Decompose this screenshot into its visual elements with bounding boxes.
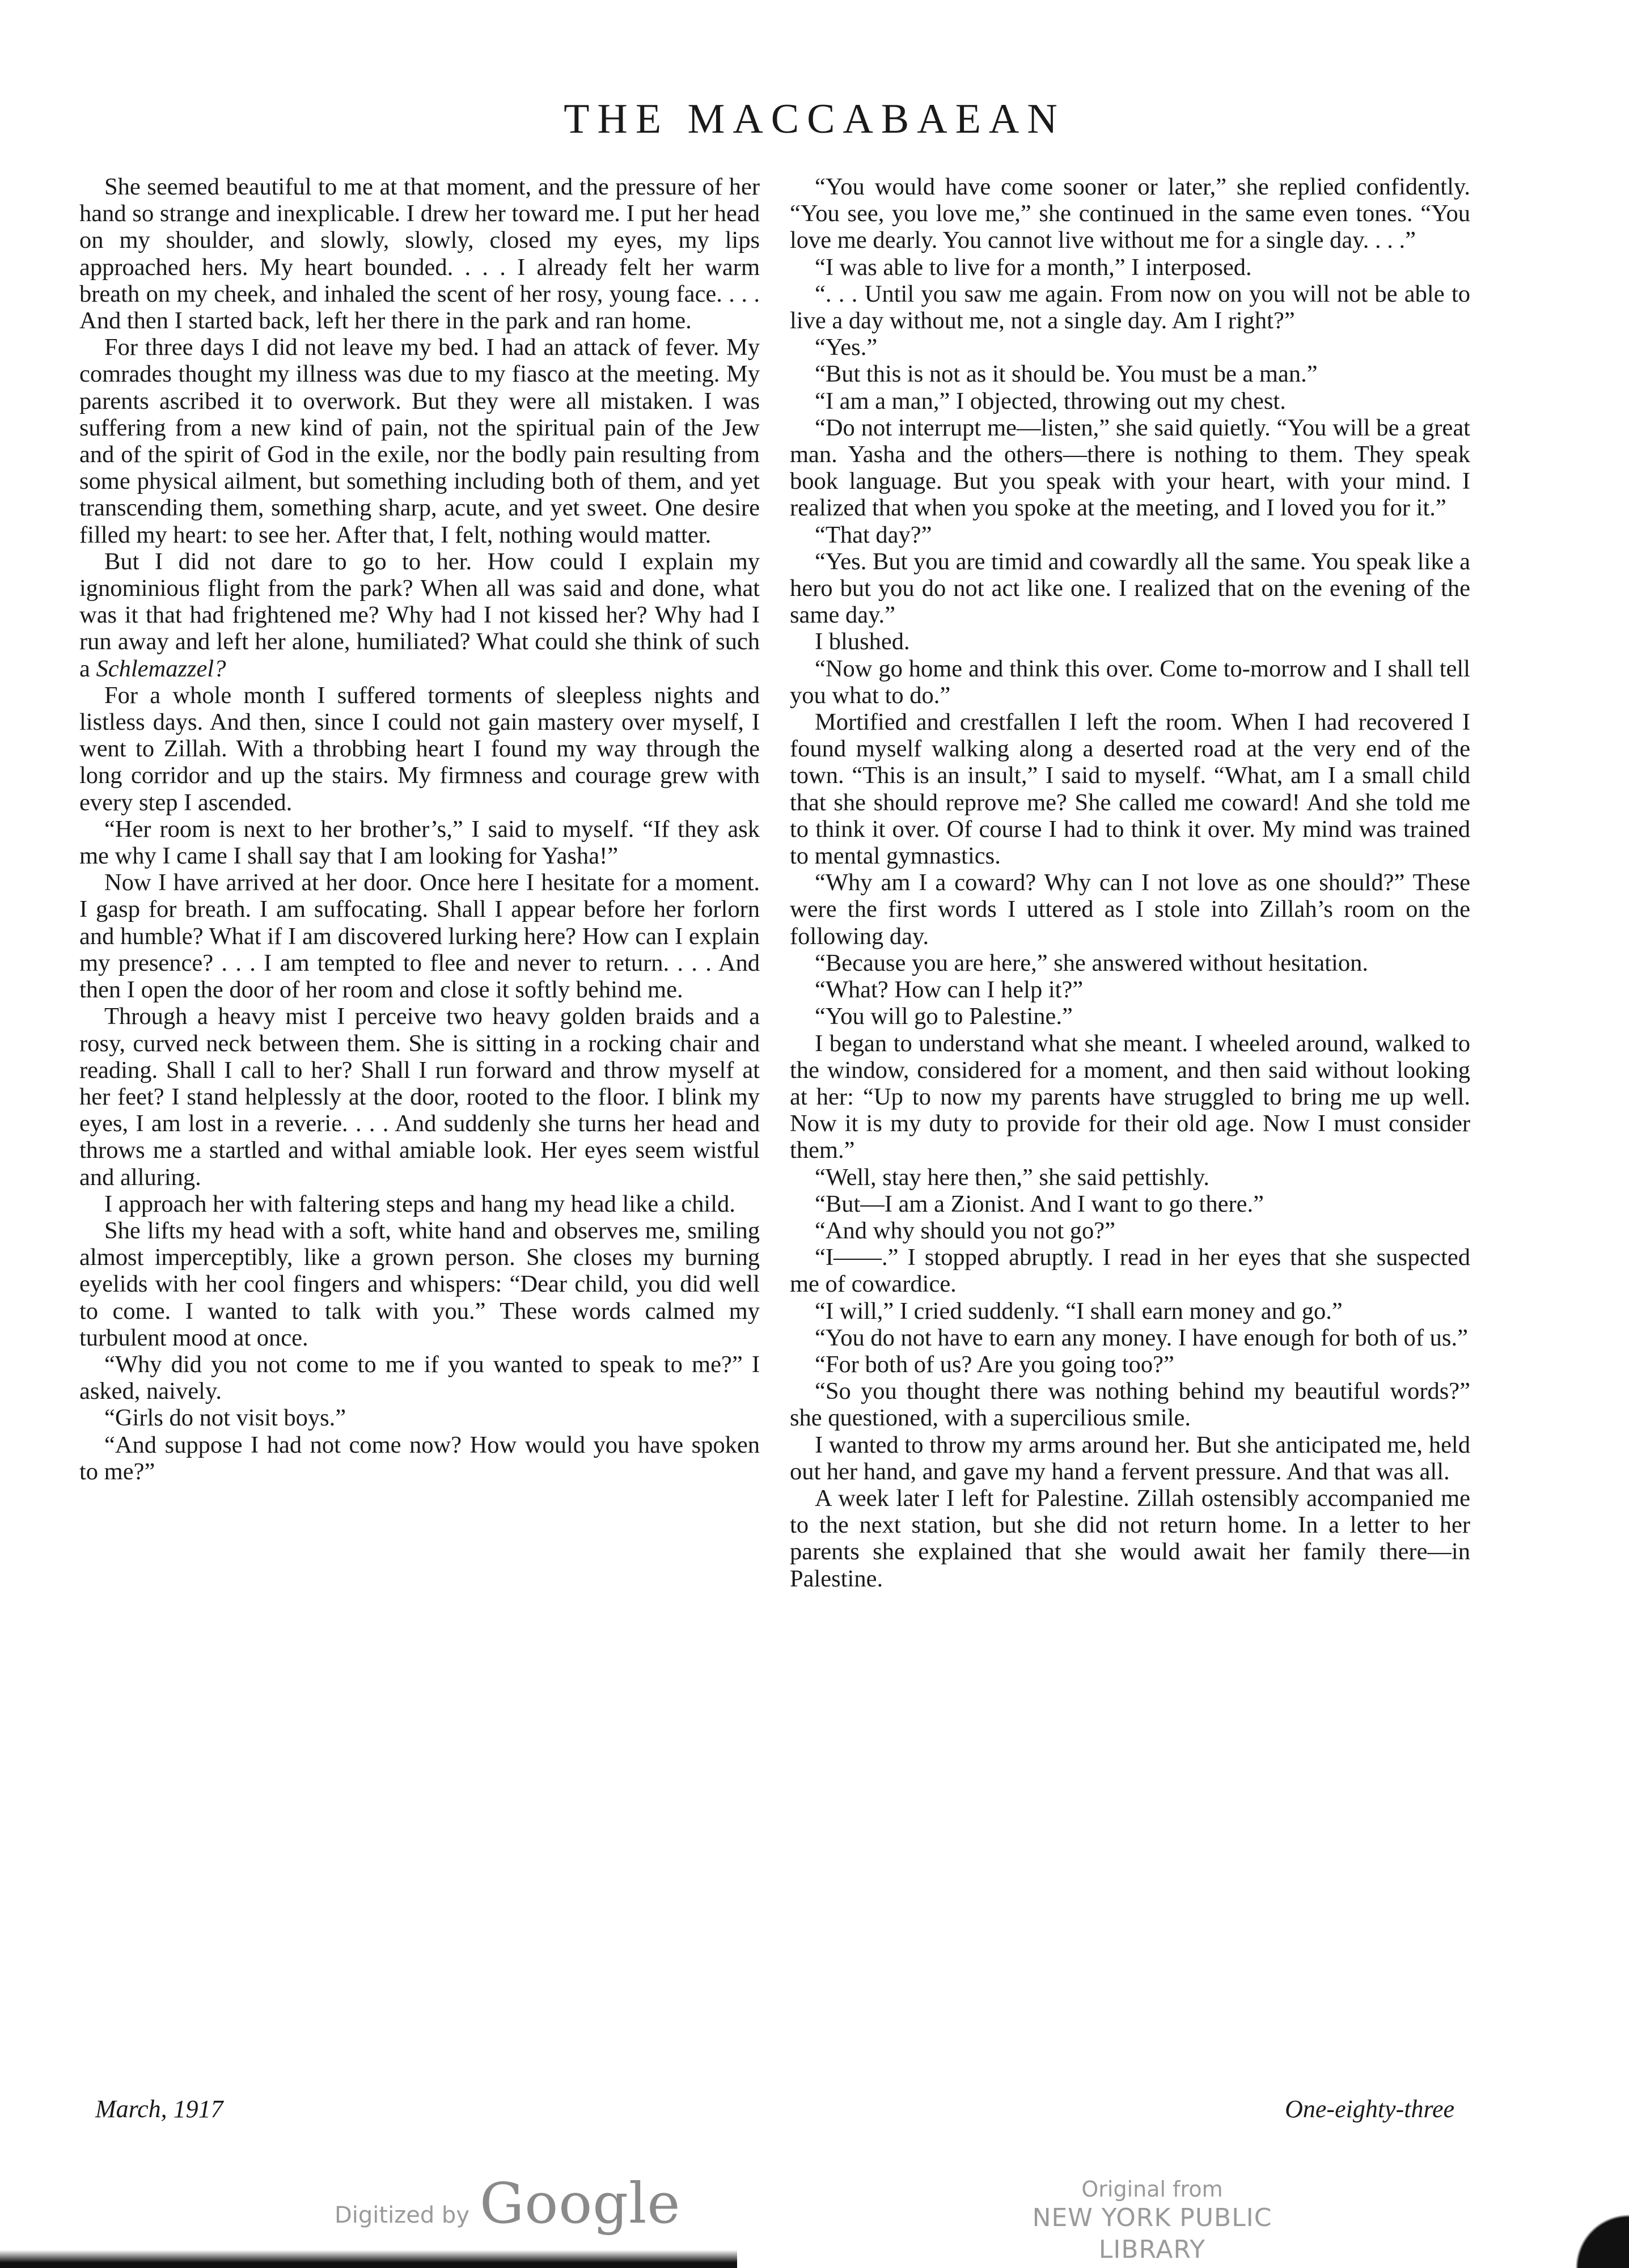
- paragraph: Through a heavy mist I perceive two heavy golden braids and a rosy, curved neck between them. She is sitting in a rocking chair and reading. Shall I call to her? Shall I run forward and throw myself at her feet? I stand helplessly at the door, rooted to the floor. I blink my eyes, I am lost in a reverie. . . . And suddenly she turns her head and throws me a startled and withal amiable look. Her eyes seem wistful and alluring.: [79, 1003, 760, 1191]
- paragraph: “Why did you not come to me if you wanted to speak to me?” I asked, naively.: [79, 1351, 760, 1405]
- paragraph: “Her room is next to her brother’s,” I said to myself. “If they ask me why I came I shall say that I am looking for Yasha!”: [79, 815, 760, 870]
- paragraph: I approach her with faltering steps and hang my head like a child.: [104, 1190, 735, 1217]
- right-column: [790, 174, 1470, 1592]
- paragraph: “For both of us? Are you going too?”: [815, 1351, 1174, 1378]
- paragraph: Now I have arrived at her door. Once here I hesitate for a moment. I gasp for breath. I am suffocating. Shall I appear before her forlorn and humble? What if I am discovered lurking here? How can I explain my presence? . . . I am tempted to flee and never to return. . . . And then I open the door of her room and close it softly behind me.: [79, 869, 760, 1004]
- paragraph: “Yes. But you are timid and cowardly all the same. You speak like a hero but you do not act like one. I realized that on the evening of the same day.”: [790, 548, 1470, 629]
- paragraph: For three days I did not leave my bed. I had an attack of fever. My comrades thought my illness was due to my fiasco at the meeting. My parents ascribed it to overwork. But they were all mistaken. I was suffering from a new kind of pain, not the spiritual pain of the Jew and of the spirit of God in the exile, nor the bodly pain resulting from some physical ailment, but something including both of them, and yet transcending them, something sharp, acute, and yet sweet. One desire filled my heart: to see her. After that, I felt, nothing would matter.: [79, 334, 760, 548]
- paragraph: “Yes.”: [815, 334, 878, 361]
- paragraph: “You do not have to earn any money. I have enough for both of us.”: [815, 1324, 1468, 1351]
- scan-edge-shadow: [0, 2250, 737, 2268]
- footer-date: March, 1917: [95, 2095, 223, 2123]
- paragraph: “Do not interrupt me—listen,” she said quietly. “You will be a great man. Yasha and the others—there is nothing to them. They speak book language. But you speak with your heart, with your mind. I realized that when you spoke at the meeting, and I loved you for it.”: [790, 414, 1470, 522]
- paragraph: [79, 548, 760, 682]
- digitized-by-watermark: [335, 2172, 680, 2236]
- google-logo: Google: [480, 2172, 681, 2236]
- library-name: NEW YORK PUBLIC LIBRARY: [1032, 2203, 1272, 2264]
- paragraph: “I was able to live for a month,” I interposed.: [815, 253, 1252, 281]
- paragraph: I began to understand what she meant. I wheeled around, walked to the window, considered for a moment, and then said without looking at her: “Up to now my parents have struggled to bring me up well. Now it is my duty to provide for their old age. Now I must consider them.”: [790, 1030, 1470, 1164]
- digitized-by-text: Digitized by: [335, 2202, 469, 2228]
- paragraph: “You will go to Palestine.”: [815, 1003, 1073, 1030]
- italic-word: Schlemazzel?: [96, 655, 226, 682]
- footer-page-number: One-eighty-three: [1285, 2095, 1454, 2123]
- paragraph: A week later I left for Palestine. Zillah ostensibly accompanied me to the next station, but she did not return home. In a letter to her parents she explained that she would await her family there—in Palestine.: [790, 1484, 1470, 1592]
- paragraph: “You would have come sooner or later,” she replied confidently. “You see, you love me,” she continued in the same even tones. “You love me dearly. You cannot live without me for a single day. . . .”: [790, 174, 1470, 254]
- paragraph: “But this is not as it should be. You must be a man.”: [815, 361, 1318, 388]
- paragraph: “So you thought there was nothing behind my beautiful words?” she questioned, with a supercilious smile.: [790, 1378, 1470, 1432]
- paragraph: “. . . Until you saw me again. From now on you will not be able to live a day without me, not a single day. Am I right?”: [790, 280, 1470, 335]
- paragraph: “But—I am a Zionist. And I want to go there.”: [815, 1190, 1264, 1217]
- original-from-watermark: [976, 2176, 1328, 2266]
- paragraph: I blushed.: [815, 628, 910, 655]
- paragraph: “Well, stay here then,” she said pettishly.: [815, 1163, 1210, 1191]
- paragraph: “What? How can I help it?”: [815, 976, 1084, 1004]
- paragraph: “Now go home and think this over. Come to-morrow and I shall tell you what to do.”: [790, 655, 1470, 709]
- paragraph: “That day?”: [815, 521, 932, 548]
- paragraph: “Girls do not visit boys.”: [104, 1404, 346, 1432]
- paragraph: I wanted to throw my arms around her. But she anticipated me, held out her hand, and gave my hand a fervent pressure. And that was all.: [790, 1431, 1470, 1485]
- paragraph: “Because you are here,” she answered without hesitation.: [815, 949, 1368, 976]
- paragraph: She lifts my head with a soft, white hand and observes me, smiling almost imperceptibly, like a grown person. She closes my burning eyelids with her cool fingers and whispers: “Dear child, you did well to come. I wanted to talk with you.” These words calmed my turbulent mood at once.: [79, 1217, 760, 1351]
- paragraph: She seemed beautiful to me at that moment, and the pressure of her hand so strange and inexplicable. I drew her toward me. I put her head on my shoulder, and slowly, slowly, closed my eyes, my lips approached hers. My heart bounded. . . . I already felt her warm breath on my cheek, and inhaled the scent of her rosy, young face. . . . And then I started back, left her there in the park and ran home.: [79, 174, 760, 335]
- paragraph: “I——.” I stopped abruptly. I read in her eyes that she suspected me of cowardice.: [790, 1244, 1470, 1298]
- scan-corner-shadow: [1567, 2200, 1629, 2268]
- paragraph: “And why should you not go?”: [815, 1217, 1116, 1244]
- paragraph-text: But I did not dare to go to her. How could I explain my ignominious flight from the park? When all was said and done, what was it that had frightened me? Why had I not kissed her? Why had I run away and left her alone, humiliated? What could she think of such a: [79, 548, 760, 682]
- page-title: THE MACCABAEAN: [564, 96, 1065, 142]
- original-from-text: Original from: [1081, 2177, 1223, 2202]
- paragraph: “And suppose I had not come now? How would you have spoken to me?”: [79, 1431, 760, 1485]
- left-column: [79, 174, 760, 1485]
- paragraph: For a whole month I suffered torments of sleepless nights and listless days. And then, since I could not gain mastery over myself, I went to Zillah. With a throbbing heart I found my way through the long corridor and up the stairs. My firmness and courage grew with every step I ascended.: [79, 682, 760, 816]
- paragraph: “I am a man,” I objected, throwing out my chest.: [815, 387, 1286, 414]
- paragraph: “I will,” I cried suddenly. “I shall earn money and go.”: [815, 1297, 1343, 1325]
- paragraph: Mortified and crestfallen I left the room. When I had recovered I found myself walking along a deserted road at the very end of the town. “This is an insult,” I said to myself. “What, am I a small child that she should reprove me? She called me coward! And she told me to think it over. Of course I had to think it over. My mind was trained to mental gymnastics.: [790, 709, 1470, 870]
- paragraph: “Why am I a coward? Why can I not love as one should?” These were the first words I uttered as I stole into Zillah’s room on the following day.: [790, 869, 1470, 950]
